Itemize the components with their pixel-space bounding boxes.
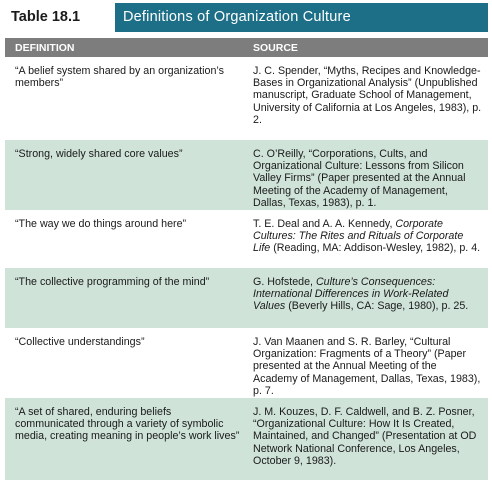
source-text: C. O’Reilly, “Corporations, Cults, and Organizational Culture: Lessons from Silicon Valley Firms” (Paper presented at the Annual Meeting of the Academy of Management, Dallas, Texas, 1983), p. 1.	[253, 148, 466, 209]
table-title: Definitions of Organization Culture	[115, 3, 488, 32]
definition-cell: “The way we do things around here”	[15, 218, 187, 230]
source-cell	[243, 336, 488, 401]
table-titlebar	[5, 3, 488, 32]
table-number: Table 18.1	[5, 3, 115, 32]
table-row	[5, 268, 488, 328]
source-text: J. M. Kouzes, D. F. Caldwell, and B. Z. Posner, “Organizational Culture: How It Is Created, Maintained, and Changed” (Presentation at OD Network National Conference, Los Angeles, October 9, 1983).	[253, 406, 477, 467]
table-row	[5, 57, 488, 140]
source-cell	[243, 218, 488, 259]
source-text: G. Hofstede,	[253, 276, 316, 288]
table-row	[5, 140, 488, 210]
definition-cell: “A set of shared, enduring beliefs communicated through a variety of symbolic media, creating meaning in people’s work lives”	[15, 406, 240, 443]
source-text: T. E. Deal and A. A. Kennedy,	[253, 218, 396, 230]
source-cell	[243, 406, 488, 471]
table-header-row	[5, 38, 488, 57]
source-title-italic: Corporate Cultures: The Rites and Rituals of Corporate Life	[253, 218, 464, 255]
definition-cell: “The collective programming of the mind”	[15, 276, 210, 288]
header-definition: DEFINITION	[15, 41, 75, 54]
source-text: (Reading, MA: Addison-Wesley, 1982), p. 4.	[270, 242, 481, 255]
definition-cell: “Collective understandings”	[15, 336, 145, 348]
definition-cell: “Strong, widely shared core values”	[15, 148, 183, 160]
source-cell	[243, 276, 488, 317]
source-title-italic: Culture’s Consequences: International Differences in Work-Related Values	[253, 276, 449, 313]
source-text: J. C. Spender, “Myths, Recipes and Knowledge-Bases in Organizational Analysis” (Unpublished manuscript, Graduate School of Management, University of California at Los Angeles, 1983), p. 2.	[253, 65, 482, 126]
table-row	[5, 398, 488, 480]
table-row	[5, 328, 488, 398]
table-row	[5, 210, 488, 268]
source-text: (Beverly Hills, CA: Sage, 1980), p. 25.	[285, 300, 469, 313]
table-body	[5, 57, 488, 480]
header-source: SOURCE	[253, 41, 298, 54]
source-cell	[243, 148, 488, 213]
definition-cell: “A belief system shared by an organization’s members”	[15, 65, 224, 90]
source-cell	[243, 65, 488, 130]
source-text: J. Van Maanen and S. R. Barley, “Cultural Organization: Fragments of a Theory” (Paper presented at the Annual Meeting of the Academy of Management, Dallas, Texas, 1983), p. 7.	[253, 336, 481, 397]
